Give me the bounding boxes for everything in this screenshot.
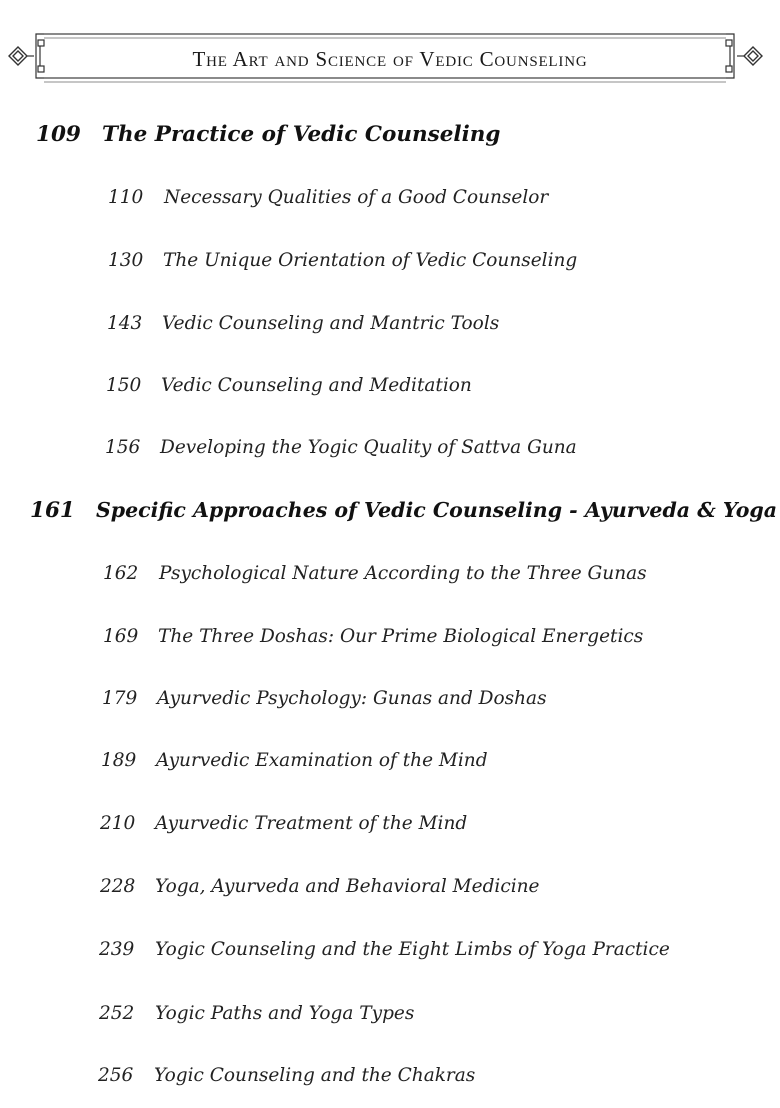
toc-section-entry — [0, 813, 760, 839]
toc-section-entry — [0, 626, 760, 652]
toc-section-entry — [0, 250, 760, 276]
running-title: The Art and Science of Vedic Counseling — [192, 47, 588, 71]
toc-section-entry — [0, 1065, 760, 1091]
toc-entry-title: Specific Approaches of Vedic Counseling - Ayurveda & Yoga — [96, 498, 778, 522]
toc-page-number: 228 — [100, 876, 136, 897]
toc-entry-title: Ayurvedic Examination of the Mind — [156, 750, 488, 771]
toc-page-number: 210 — [100, 813, 136, 834]
toc-entry-title: Ayurvedic Treatment of the Mind — [155, 813, 468, 834]
toc-section-entry — [0, 437, 760, 463]
toc-section-entry — [0, 688, 760, 714]
toc-page-number: 252 — [99, 1003, 135, 1024]
toc-entry-title: Yogic Paths and Yoga Types — [155, 1003, 415, 1024]
toc-page-number: 130 — [108, 250, 144, 271]
toc-entry-title: The Three Doshas: Our Prime Biological Energetics — [158, 626, 644, 647]
toc-page-number: 179 — [102, 688, 138, 709]
toc-entry-title: Psychological Nature According to the Three Gunas — [159, 563, 647, 584]
toc-page-number: 162 — [103, 563, 139, 584]
toc-section-entry — [0, 1003, 760, 1029]
toc-page-number: 156 — [105, 437, 141, 458]
toc-entry-title: Yogic Counseling and the Eight Limbs of Yoga Practice — [155, 939, 670, 960]
toc-entry-title: Vedic Counseling and Mantric Tools — [162, 313, 500, 334]
toc-section-entry — [0, 375, 760, 401]
toc-section-entry — [0, 313, 760, 339]
toc-page-number: 189 — [101, 750, 137, 771]
toc-chapter-entry — [0, 498, 778, 528]
toc-chapter-entry — [0, 122, 760, 152]
toc-entry-title: Ayurvedic Psychology: Gunas and Doshas — [157, 688, 547, 709]
toc-page-number: 239 — [99, 939, 135, 960]
toc-entry-title: Necessary Qualities of a Good Counselor — [164, 187, 549, 208]
toc-section-entry — [0, 563, 760, 589]
toc-entry-title: Vedic Counseling and Meditation — [161, 375, 472, 396]
toc-page-number: 169 — [103, 626, 139, 647]
toc-entry-title: The Unique Orientation of Vedic Counseling — [163, 250, 578, 271]
toc-page-number: 150 — [106, 375, 142, 396]
toc-page-number: 256 — [98, 1065, 134, 1086]
toc-page-number: 109 — [36, 122, 81, 147]
toc-page-number: 143 — [107, 313, 143, 334]
toc-section-entry — [0, 939, 760, 965]
running-header — [0, 30, 780, 90]
toc-page-number: 110 — [108, 187, 144, 208]
toc-entry-title: The Practice of Vedic Counseling — [102, 122, 501, 147]
toc-entry-title: Developing the Yogic Quality of Sattva Guna — [160, 437, 577, 458]
toc-entry-title: Yogic Counseling and the Chakras — [154, 1065, 476, 1086]
toc-entry-title: Yoga, Ayurveda and Behavioral Medicine — [155, 876, 540, 897]
toc-section-entry — [0, 750, 760, 776]
toc-page-number: 161 — [30, 498, 75, 523]
toc-section-entry — [0, 187, 760, 213]
toc-section-entry — [0, 876, 760, 902]
